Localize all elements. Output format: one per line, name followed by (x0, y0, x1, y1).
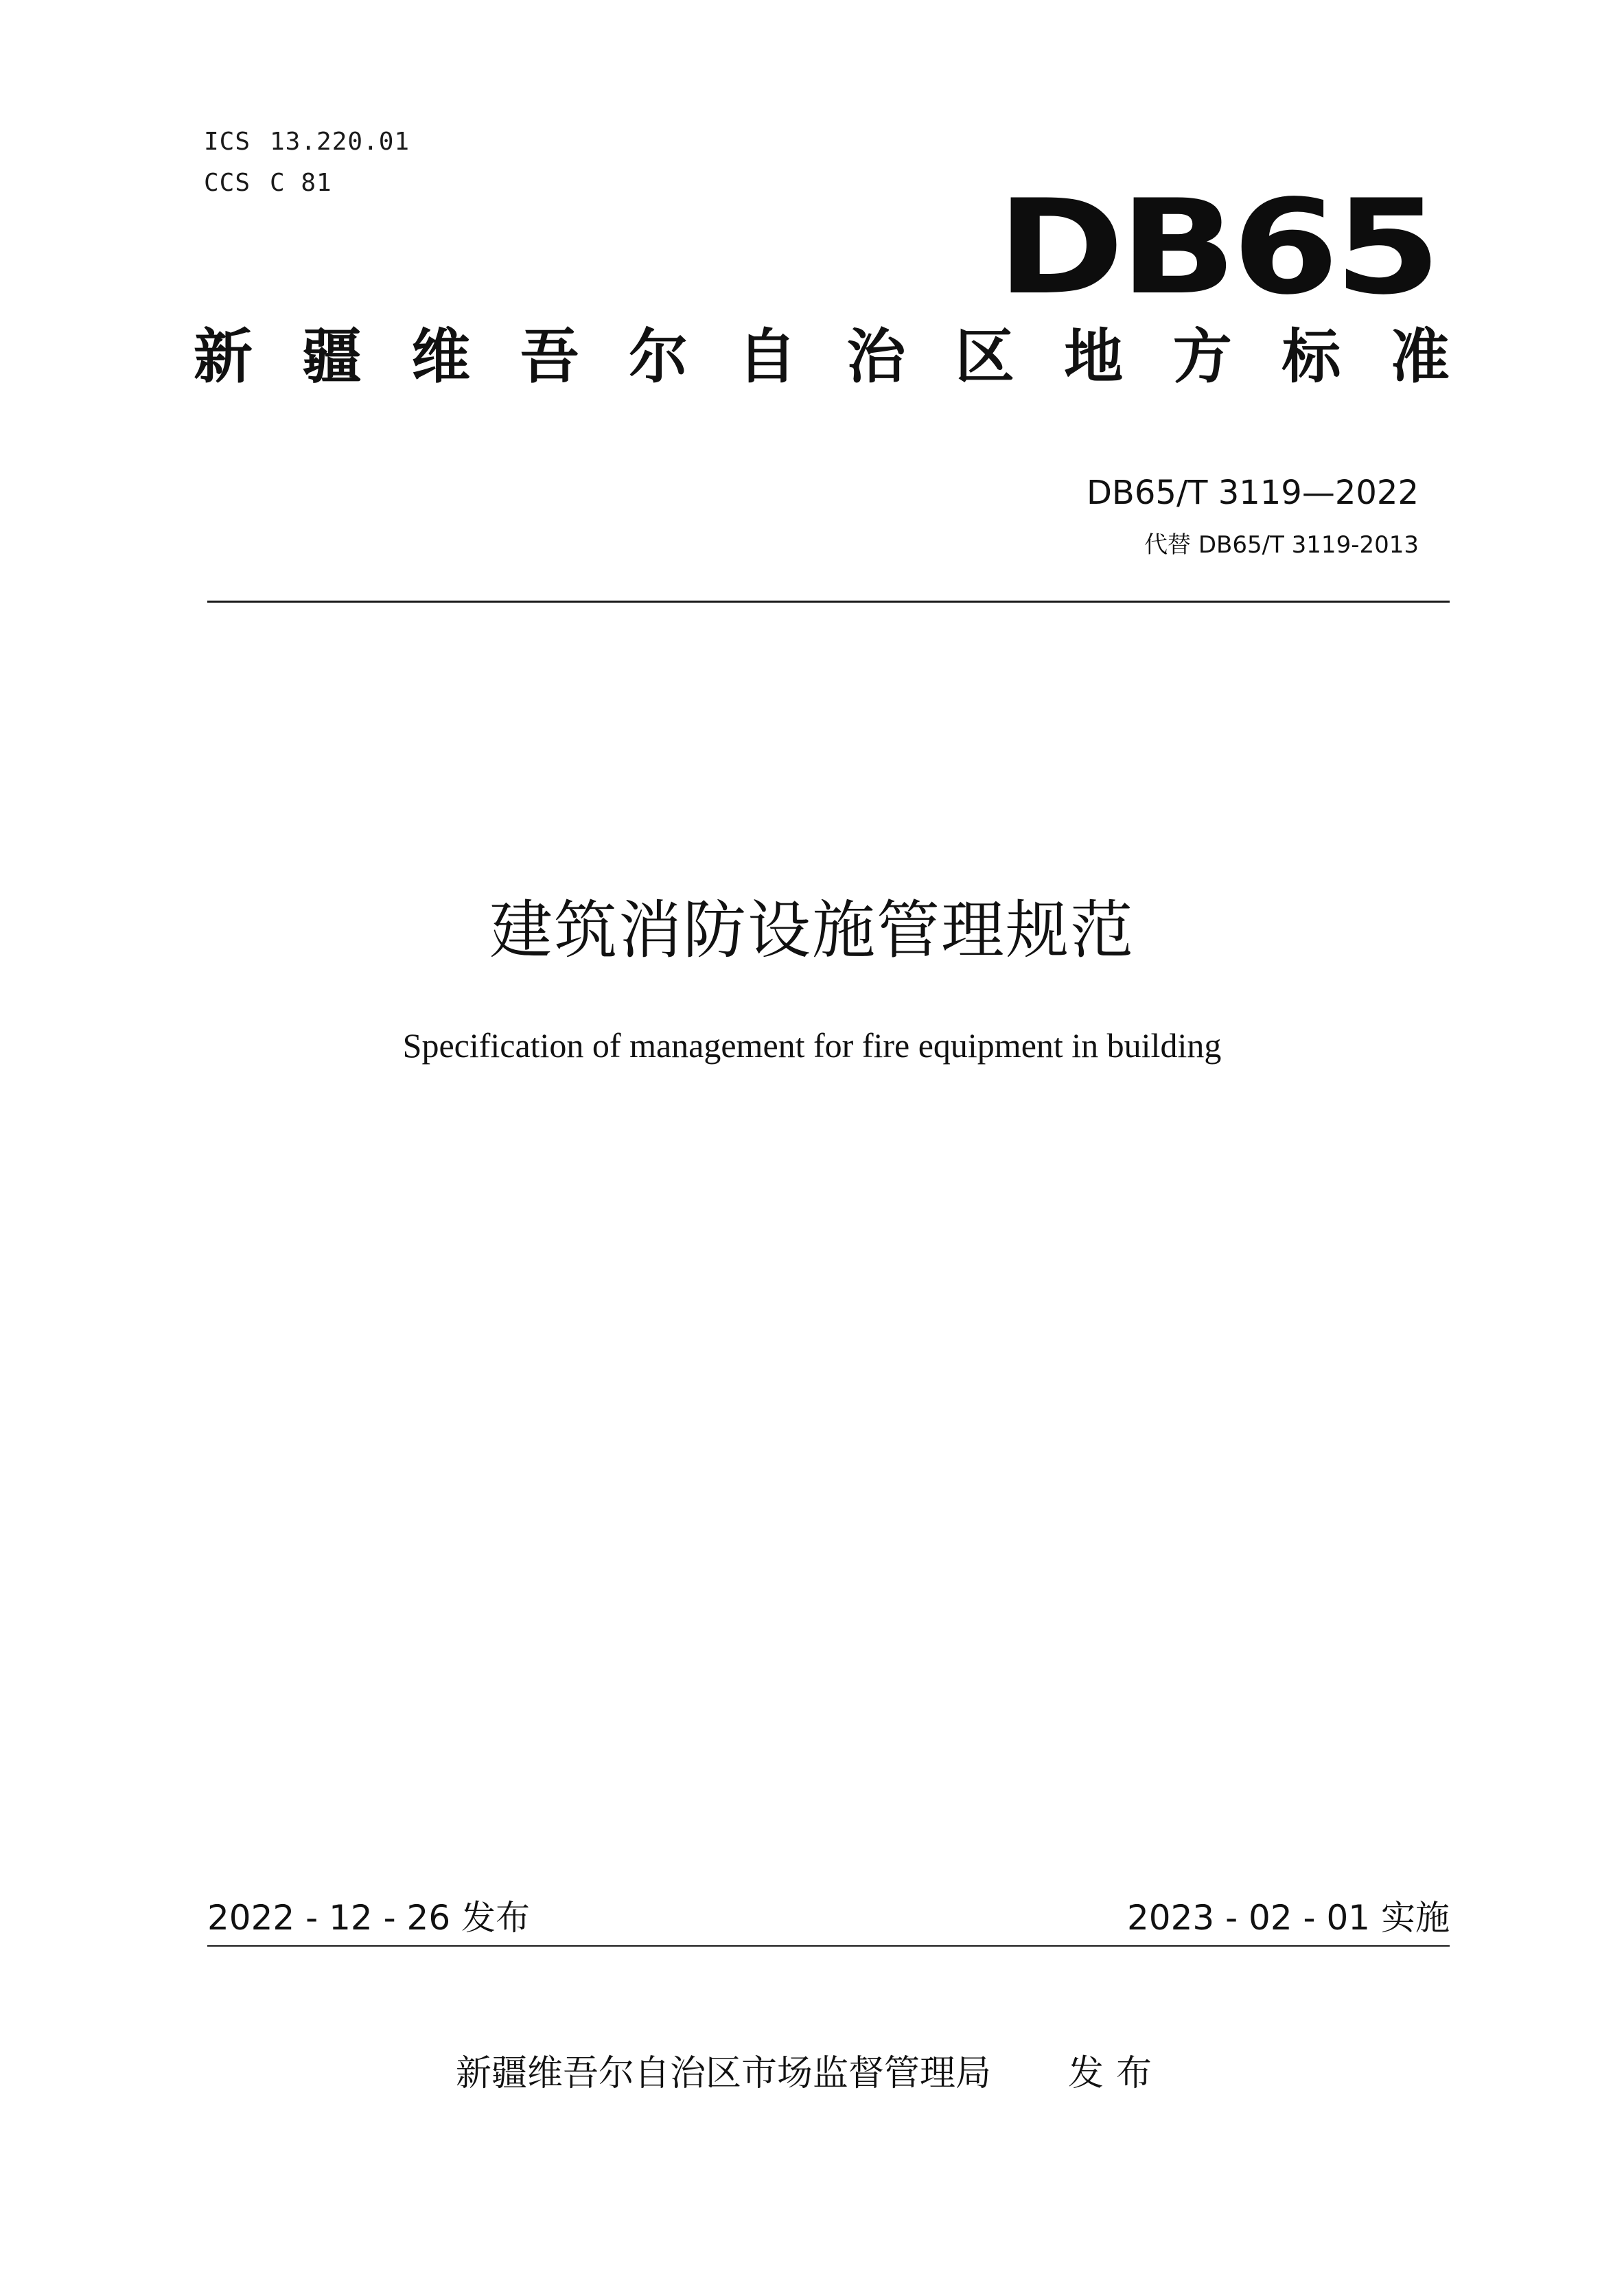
db65-logo: DB65 (997, 172, 1437, 323)
category-char: 新 (194, 323, 253, 391)
ics-code (204, 128, 410, 156)
document-title-english: Specification of management for fire equipment in building (402, 1026, 1222, 1065)
standard-number: DB65/T 3119—2022 (1086, 474, 1419, 512)
issuing-authority: 新疆维吾尔自治区市场监督管理局 (456, 2053, 992, 2094)
ics-label: ICS (204, 128, 251, 156)
issue-date: 2022 - 12 - 26 发布 (207, 1898, 531, 1938)
implementation-date: 2023 - 02 - 01 实施 (1126, 1898, 1450, 1938)
category-char: 维 (411, 323, 471, 391)
document-title-chinese: 建筑消防设施管理规范 (489, 894, 1135, 967)
ccs-code (204, 169, 332, 197)
header-divider (207, 601, 1450, 603)
ccs-value: C 81 (270, 169, 332, 197)
issuing-action: 发布 (1068, 2053, 1165, 2094)
ics-value: 13.220.01 (270, 128, 410, 156)
ccs-label: CCS (204, 169, 251, 197)
category-char: 治 (846, 323, 906, 391)
category-char: 准 (1390, 323, 1450, 391)
standard-category-title (194, 316, 1450, 398)
category-char: 地 (1064, 323, 1124, 391)
category-char: 标 (1281, 323, 1341, 391)
category-char: 吾 (520, 323, 579, 391)
category-char: 疆 (302, 323, 362, 391)
replaced-standard-number: 代替 DB65/T 3119-2013 (1144, 531, 1419, 559)
category-char: 方 (1172, 323, 1232, 391)
category-char: 自 (737, 323, 797, 391)
category-char: 尔 (629, 323, 688, 391)
category-char: 区 (955, 323, 1014, 391)
footer-divider (207, 1945, 1450, 1947)
